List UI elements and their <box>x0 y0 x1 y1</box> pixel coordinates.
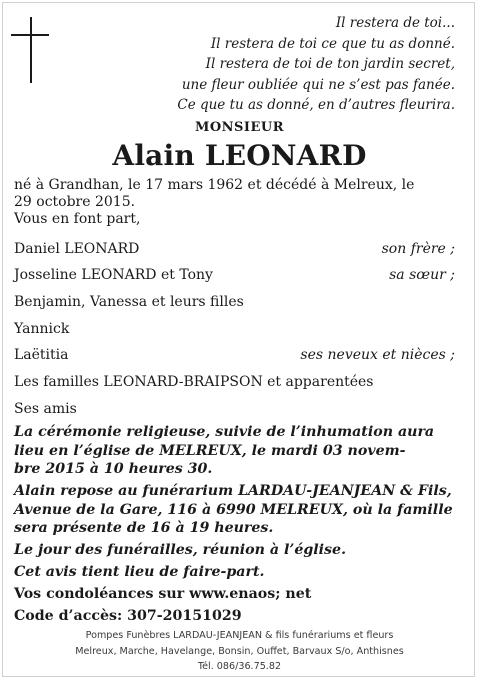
family-name: Yannick <box>14 321 70 337</box>
birth-line: né à Grandhan, le 17 mars 1962 et décédé à Melreux, le <box>14 177 415 193</box>
family-name: Laëtitia <box>14 347 69 363</box>
family-name: Ses amis <box>14 401 77 417</box>
funeral-home-footer <box>0 628 479 675</box>
condolences-link: Vos condoléances sur www.enaos; net <box>14 586 312 602</box>
poem <box>177 13 455 116</box>
funerarium-line: Avenue de la Gare, 116 à 6990 MELREUX, où la famille <box>14 501 453 518</box>
birth-line: 29 octobre 2015. <box>14 194 136 210</box>
funerarium-info <box>14 482 464 538</box>
family-row <box>14 266 455 284</box>
ceremony-line: La cérémonie religieuse, suivie de l’inhumation aura <box>14 424 435 440</box>
family-row <box>14 240 455 258</box>
honorific: MONSIEUR <box>194 120 285 135</box>
ceremony-line: lieu en l’église de MELREUX, le mardi 03 novem- <box>14 442 406 459</box>
family-row <box>14 373 455 391</box>
funerarium-line: sera présente de 16 à 19 heures. <box>14 520 274 536</box>
poem-line: une fleur oubliée qui ne s’est pas fanée. <box>181 76 455 93</box>
family-row <box>14 293 455 311</box>
notice-line: Cet avis tient lieu de faire-part. <box>14 564 265 580</box>
family-relation: ses neveux et nièces ; <box>300 347 455 363</box>
poem-line: Il restera de toi ce que tu as donné. <box>210 35 455 52</box>
family-name: Daniel LEONARD <box>14 241 140 257</box>
cross-icon <box>11 17 49 83</box>
footer-line: Pompes Funèbres LARDAU-JEANJEAN & fils funérariums et fleurs <box>85 630 394 641</box>
footer-line: Melreux, Marche, Havelange, Bonsin, Ouffet, Barvaux S/o, Anthisnes <box>75 645 404 657</box>
footer-line: Tél. 086/36.75.82 <box>197 661 282 672</box>
ceremony-line: bre 2015 à 10 heures 30. <box>14 461 213 477</box>
poem-line: Il restera de toi de ton jardin secret, <box>205 56 455 72</box>
family-relation: son frère ; <box>381 241 455 257</box>
deceased-name: Alain LEONARD <box>112 139 367 172</box>
poem-line: Ce que tu as donné, en d’autres fleurira. <box>177 97 455 113</box>
funerarium-line: Alain repose au funérarium LARDAU-JEANJEAN & Fils, <box>14 483 452 499</box>
family-name: Les familles LEONARD-BRAIPSON et apparentées <box>14 374 374 390</box>
birth-death-info <box>14 177 454 228</box>
access-code: Code d’accès: 307-20151029 <box>14 608 242 624</box>
intro-line: Vous en font part, <box>14 211 141 227</box>
family-row <box>14 346 455 364</box>
reunion-info <box>14 541 464 560</box>
family-name: Josseline LEONARD et Tony <box>14 267 213 283</box>
ceremony-info <box>14 423 464 479</box>
family-row <box>14 320 455 338</box>
reunion-line: Le jour des funérailles, réunion à l’église. <box>14 542 347 558</box>
poem-line: Il restera de toi... <box>335 15 455 31</box>
notice-info <box>14 563 464 582</box>
family-row <box>14 400 455 418</box>
family-relation: sa sœur ; <box>389 267 455 283</box>
family-name: Benjamin, Vanessa et leurs filles <box>14 294 244 310</box>
